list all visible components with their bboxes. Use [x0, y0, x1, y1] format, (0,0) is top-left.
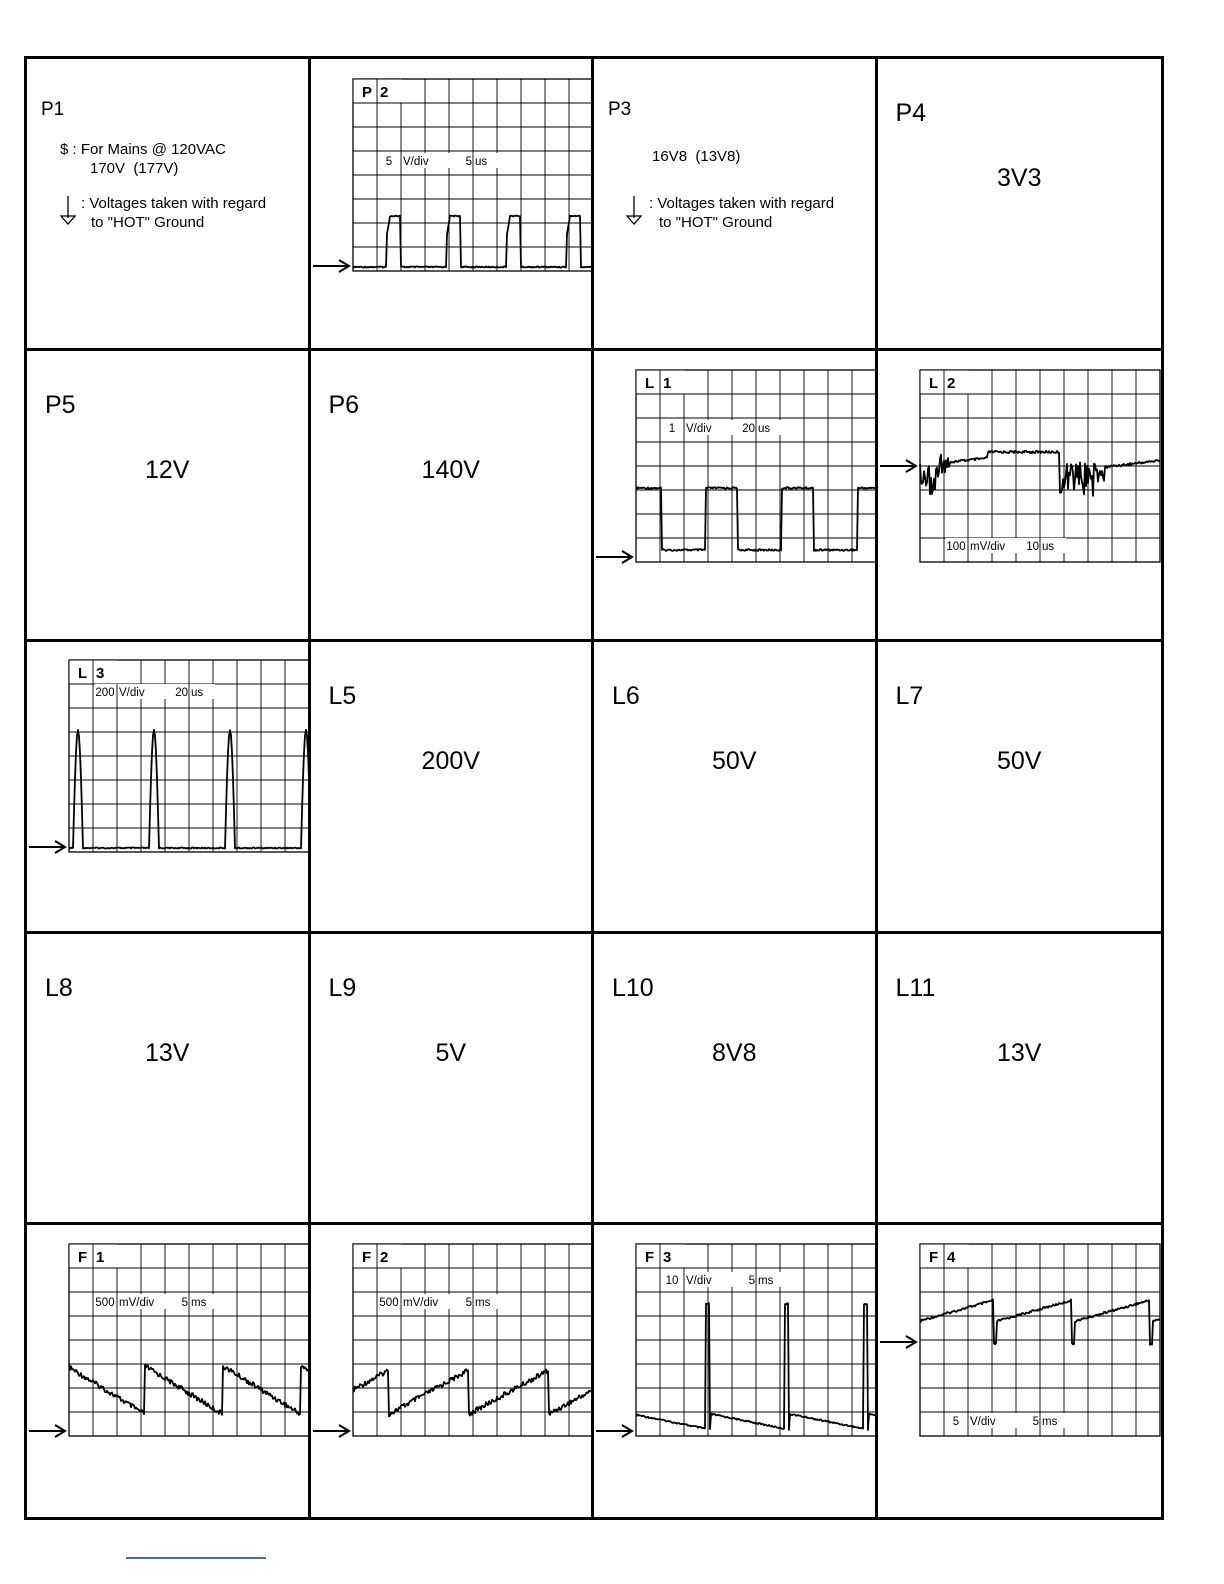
- cell-l8: [27, 934, 311, 1226]
- cell-value: 12V: [145, 455, 190, 484]
- cell-l10: [594, 934, 878, 1226]
- scope-label-number: 2: [379, 1249, 388, 1267]
- cell-label: P1: [41, 99, 65, 120]
- scope-f3: [636, 1244, 876, 1436]
- scope-l1: [636, 370, 876, 562]
- ground-note-cont: to "HOT" Ground: [91, 214, 205, 231]
- readout-volts: 10: [665, 1275, 679, 1288]
- cell-f2: [311, 1225, 595, 1517]
- readout-volts: 100: [945, 540, 966, 553]
- mains-voltage: 170V (177V): [90, 160, 179, 177]
- scope-label-letter: F: [928, 1249, 938, 1267]
- cell-value: 50V: [712, 747, 757, 776]
- cell-p3: [594, 59, 878, 351]
- cell-label: P5: [45, 390, 76, 419]
- label-bg: [353, 80, 401, 103]
- readout-volts: 500: [378, 1297, 399, 1310]
- scope-l3: [69, 660, 309, 852]
- label-bg: [70, 1245, 118, 1268]
- waveform-table: [24, 56, 1164, 1520]
- ground-arrow-icon: [59, 196, 77, 226]
- mains-note: $ : For Mains @ 120VAC: [60, 141, 226, 158]
- scope-label-number: 1: [663, 374, 672, 392]
- cell-l2: [878, 351, 1162, 643]
- scope-label-number: 2: [946, 374, 955, 392]
- ground-arrow-icon: [625, 196, 643, 226]
- cell-p6: [311, 351, 595, 643]
- readout-vunit: mV/div: [119, 1297, 155, 1310]
- cell-l5: [311, 642, 595, 934]
- cell-f4: [878, 1225, 1162, 1517]
- scope-label-letter: L: [78, 665, 88, 683]
- cell-p5: [27, 351, 311, 643]
- readout-volts: 5: [385, 156, 392, 168]
- scope-label-number: 1: [96, 1249, 105, 1267]
- readout-time: 10: [1025, 540, 1039, 553]
- cell-value: 5V: [435, 1038, 467, 1067]
- label-bg: [920, 370, 968, 393]
- label-bg: [70, 661, 118, 684]
- readout-vunit: V/div: [686, 422, 712, 435]
- scope-label-letter: P: [361, 84, 372, 101]
- cell-value: 13V: [997, 1038, 1042, 1067]
- readout-tunit: us: [1041, 540, 1054, 553]
- readout-vunit: mV/div: [969, 540, 1005, 553]
- readout-tunit: ms: [191, 1297, 207, 1310]
- scope-p2: [353, 79, 593, 271]
- scope-f2: [353, 1244, 593, 1436]
- cell-f3: [594, 1225, 878, 1517]
- cell-l3: [27, 642, 311, 934]
- scope-f1: [69, 1244, 309, 1436]
- scope-label-number: 3: [96, 665, 105, 683]
- scope-label-number: 3: [663, 1249, 672, 1267]
- readout-tunit: us: [191, 687, 204, 700]
- readout-tunit: ms: [1041, 1416, 1057, 1429]
- cell-label: P3: [608, 99, 632, 120]
- cell-l9: [311, 934, 595, 1226]
- label-bg: [920, 1245, 968, 1268]
- cell-l1: [594, 351, 878, 643]
- readout-vunit: V/div: [402, 156, 429, 168]
- cell-value: 140V: [421, 455, 480, 484]
- cell-value: 200V: [421, 747, 480, 776]
- readout-volts: 1: [668, 422, 676, 435]
- readout-tunit: us: [758, 422, 771, 435]
- footer-rule: [126, 1557, 266, 1559]
- readout-time: 20: [742, 422, 755, 435]
- readout-volts: 5: [952, 1416, 959, 1429]
- cell-label: P4: [895, 99, 927, 127]
- label-bg: [353, 1245, 401, 1268]
- scope-l2: [920, 370, 1160, 562]
- cell-value: 13V: [145, 1038, 190, 1067]
- readout-time: 5: [748, 1275, 755, 1288]
- cell-label: L6: [612, 682, 640, 711]
- cell-l7: [878, 642, 1162, 934]
- scope-label-number: 2: [379, 84, 388, 101]
- readout-time: 5: [465, 156, 472, 168]
- cell-l6: [594, 642, 878, 934]
- cell-label: L5: [328, 682, 357, 711]
- readout-time: 5: [181, 1297, 188, 1310]
- ground-note: : Voltages taken with regard: [81, 195, 267, 212]
- cell-label: L11: [895, 973, 936, 1002]
- readout-vunit: V/div: [686, 1275, 712, 1288]
- cell-p4: [878, 59, 1162, 351]
- cell-f1: [27, 1225, 311, 1517]
- cell-label: P6: [328, 390, 360, 419]
- cell-p2: [311, 59, 595, 351]
- cell-l11: [878, 934, 1162, 1226]
- cell-label: L10: [612, 973, 654, 1002]
- scope-label-letter: F: [78, 1249, 88, 1267]
- cell-label: L8: [45, 973, 73, 1002]
- scope-label-letter: F: [645, 1249, 655, 1267]
- scope-label-number: 4: [946, 1249, 955, 1267]
- label-bg: [637, 1245, 685, 1268]
- readout-vunit: V/div: [119, 687, 145, 700]
- cell-value: 50V: [997, 747, 1042, 776]
- readout-time: 5: [1032, 1416, 1039, 1429]
- label-bg: [637, 370, 685, 393]
- readout-volts: 500: [95, 1297, 115, 1310]
- scope-f4: [920, 1244, 1160, 1436]
- readout-tunit: us: [474, 156, 487, 168]
- cell-p1: [27, 59, 311, 351]
- ground-note: : Voltages taken with regard: [649, 195, 835, 212]
- cell-value: 3V3: [997, 164, 1042, 192]
- scope-label-letter: L: [645, 374, 655, 392]
- readout-volts: 200: [95, 687, 115, 700]
- readout-vunit: mV/div: [402, 1297, 438, 1310]
- cell-label: L9: [328, 973, 357, 1002]
- readout-tunit: ms: [758, 1275, 774, 1288]
- readout-time: 20: [175, 687, 188, 700]
- scope-label-letter: F: [361, 1249, 371, 1267]
- readout-time: 5: [465, 1297, 472, 1310]
- readout-tunit: ms: [474, 1297, 490, 1310]
- cell-value: 16V8 (13V8): [652, 148, 741, 165]
- cell-value: 8V8: [712, 1038, 757, 1067]
- cell-label: L7: [895, 682, 924, 711]
- readout-vunit: V/div: [969, 1416, 996, 1429]
- scope-label-letter: L: [928, 374, 938, 392]
- ground-note-cont: to "HOT" Ground: [659, 214, 773, 231]
